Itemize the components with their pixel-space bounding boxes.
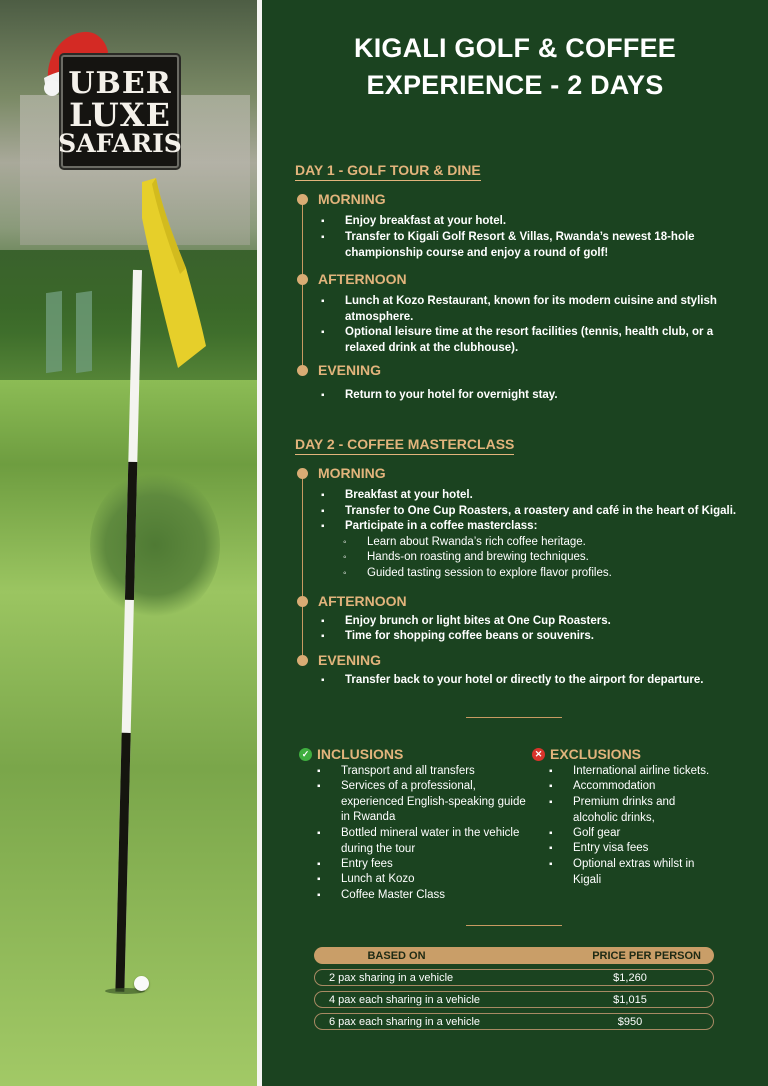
list-item: ▪ Bottled mineral water in the vehicle during the tour xyxy=(341,826,531,857)
logo-text-uber: UBER xyxy=(68,66,172,101)
day-1-heading: DAY 1 - GOLF TOUR & DINE xyxy=(295,162,481,181)
logo-text-safaris: SAFARIS xyxy=(58,129,182,158)
row-price: $1,015 xyxy=(613,993,647,1006)
exclusions-heading xyxy=(532,746,641,762)
list-item: ▪ Enjoy brunch or light bites at One Cup Roasters. xyxy=(345,614,755,630)
day-1-afternoon-label: AFTERNOON xyxy=(318,271,407,287)
tree-line xyxy=(0,250,257,390)
list-item: ▪ Entry visa fees xyxy=(573,841,743,857)
list-item: ▪ Time for shopping coffee beans or souvenirs. xyxy=(345,629,755,645)
exclusions-heading-text: EXCLUSIONS xyxy=(550,746,642,762)
sub-list-item: ◦ Guided tasting session to explore flavor profiles. xyxy=(367,566,757,582)
timeline-dot-icon xyxy=(297,274,308,285)
golf-flag-photo xyxy=(0,0,257,1086)
day-2-timeline xyxy=(302,474,303,661)
list-item: ▪ Optional extras whilst in Kigali xyxy=(573,857,723,888)
list-item: ▪ Entry fees xyxy=(341,857,531,873)
day-1-timeline xyxy=(302,200,303,372)
background-banner xyxy=(76,291,92,373)
table-row xyxy=(314,991,714,1008)
price-table xyxy=(314,947,714,1030)
table-row xyxy=(314,1013,714,1030)
page-title xyxy=(262,30,768,104)
day-2-afternoon-label: AFTERNOON xyxy=(318,593,407,609)
logo-text-luxe: LUXE xyxy=(69,96,171,134)
list-item: ▪ Transport and all transfers xyxy=(341,764,531,780)
list-item: ▪ International airline tickets. xyxy=(573,764,743,780)
background-bush xyxy=(90,470,220,620)
list-item: ▪ Return to your hotel for overnight stay. xyxy=(345,388,755,404)
list-item: ▪ Lunch at Kozo xyxy=(341,872,531,888)
section-divider xyxy=(466,717,562,718)
row-price: $1,260 xyxy=(613,971,647,984)
list-item: ▪ Participate in a coffee masterclass: xyxy=(345,519,755,535)
row-basis: 2 pax sharing in a vehicle xyxy=(329,971,454,984)
inclusions-heading xyxy=(299,746,403,762)
list-item: ▪ Optional leisure time at the resort facilities (tennis, health club, or a relaxed drink at the clubhouse). xyxy=(345,325,755,356)
list-item: ▪ Transfer to One Cup Roasters, a roastery and café in the heart of Kigali. xyxy=(345,504,755,520)
background-banner xyxy=(46,291,62,373)
list-item: ▪ Breakfast at your hotel. xyxy=(345,488,755,504)
list-item: ▪ Coffee Master Class xyxy=(341,888,531,904)
list-item: ▪ Lunch at Kozo Restaurant, known for its modern cuisine and stylish atmosphere. xyxy=(345,294,755,325)
header-based-on: BASED ON xyxy=(367,949,426,962)
golf-ball xyxy=(134,976,149,991)
list-item: ▪ Golf gear xyxy=(573,826,743,842)
list-item: ▪ Premium drinks and alcoholic drinks, xyxy=(573,795,723,826)
golf-flag-icon xyxy=(140,178,206,368)
timeline-dot-icon xyxy=(297,596,308,607)
table-row xyxy=(314,969,714,986)
list-item: ▪ Transfer back to your hotel or directly to the airport for departure. xyxy=(345,673,755,689)
row-price: $950 xyxy=(617,1015,643,1028)
list-item: ▪ Services of a professional, experienced English-speaking guide in Rwanda xyxy=(341,779,531,826)
price-table-header xyxy=(314,947,714,964)
day-2-heading: DAY 2 - COFFEE MASTERCLASS xyxy=(295,436,514,455)
header-price-per-person: PRICE PER PERSON xyxy=(592,949,701,962)
day-2-evening-label: EVENING xyxy=(318,652,382,668)
timeline-dot-icon xyxy=(297,468,308,479)
itinerary-panel xyxy=(262,0,768,1086)
title-line-1: KIGALI GOLF & COFFEE xyxy=(354,33,676,63)
timeline-dot-icon xyxy=(297,194,308,205)
check-circle-icon: ✓ xyxy=(299,748,312,761)
title-line-2: EXPERIENCE - 2 DAYS xyxy=(366,70,664,100)
list-item: ▪ Transfer to Kigali Golf Resort & Villas, Rwanda’s newest 18-hole championship course and enjoy a round of golf! xyxy=(345,230,755,261)
x-circle-icon: ✕ xyxy=(532,748,545,761)
list-item: ▪ Accommodation xyxy=(573,779,743,795)
uber-luxe-safaris-logo xyxy=(58,55,182,168)
row-basis: 6 pax each sharing in a vehicle xyxy=(329,1015,481,1028)
section-divider xyxy=(466,925,562,926)
row-basis: 4 pax each sharing in a vehicle xyxy=(329,993,481,1006)
sub-list-item: ◦ Hands-on roasting and brewing techniques. xyxy=(367,550,757,566)
day-1-evening-label: EVENING xyxy=(318,362,382,378)
day-2-morning-label: MORNING xyxy=(318,465,386,481)
timeline-dot-icon xyxy=(297,365,308,376)
day-1-morning-label: MORNING xyxy=(318,191,386,207)
timeline-dot-icon xyxy=(297,655,308,666)
sub-list-item: ◦ Learn about Rwanda’s rich coffee heritage. xyxy=(367,535,757,551)
list-item: ▪ Enjoy breakfast at your hotel. xyxy=(345,214,755,230)
inclusions-heading-text: INCLUSIONS xyxy=(317,746,404,762)
